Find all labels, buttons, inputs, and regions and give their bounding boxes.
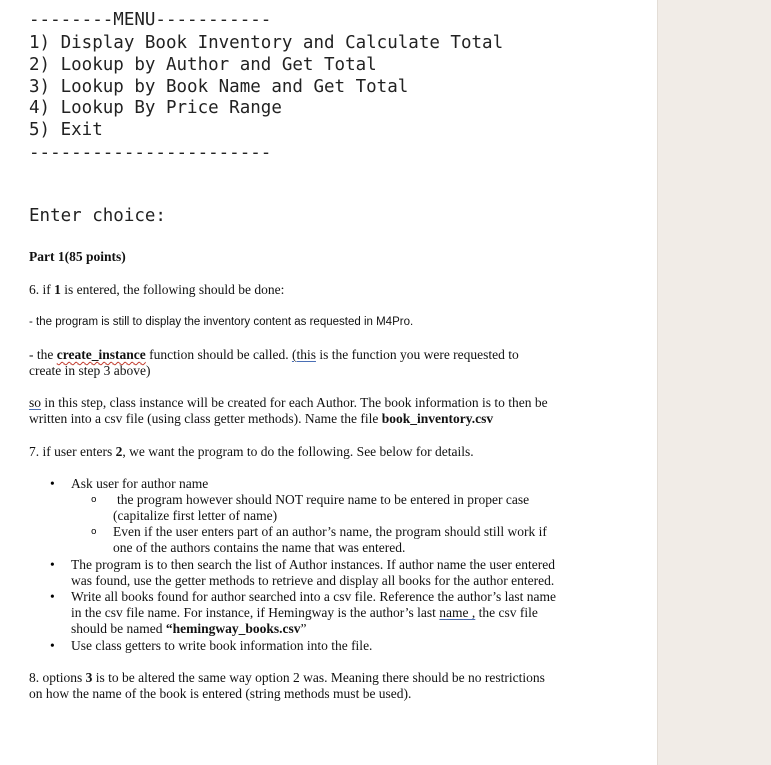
bullet-search-authors: The program is to then search the list of Author instances. If author name the user entered was found, use the getter methods to retrieve and display all books for the author entered. [71, 557, 555, 588]
bullet-class-getters: Use class getters to write book information into the file. [71, 638, 373, 653]
create-instance-term: create_instance [56, 347, 146, 362]
filename-book-inventory: book_inventory.csv [381, 411, 494, 426]
menu-item-4: 4) Lookup By Price Range [29, 98, 282, 118]
bullet-write-csv: Write all books found for author searched into a csv file. Reference the author’s last name in the csv file name. For instance, if Hemingway is the author’s last name , the csv file should be named “hemingway_books.csv” [71, 589, 557, 636]
step-6: 6. if 1 is entered, the following should be done: [29, 282, 285, 297]
so-paragraph: so in this step, class instance will be created for each Author. The book information is to then be written into a csv file (using class getter methods). Name the file book_inventory.csv [29, 395, 548, 426]
sub-bullet-case: the program however should NOT require name to be entered in proper case (capitalize first letter of name) [113, 492, 530, 523]
step-8: 8. options 3 is to be altered the same way option 2 was. Meaning there should be no restrictions on how the name of the book is entered (string methods must be used). [29, 670, 545, 701]
enter-choice-prompt: Enter choice: [29, 206, 166, 226]
menu-footer: ----------------------- [29, 143, 272, 163]
bullet-icon: • [50, 638, 55, 653]
m4pro-line: - the program is still to display the inventory content as requested in M4Pro. [29, 316, 414, 328]
bullet-ask-author: Ask user for author name [71, 476, 209, 491]
window-side-panel [657, 0, 771, 765]
menu-item-2: 2) Lookup by Author and Get Total [29, 55, 377, 75]
menu-item-5: 5) Exit [29, 120, 103, 140]
step-7: 7. if user enters 2, we want the program to do the following. See below for details. [29, 444, 474, 459]
bullet-icon: • [50, 589, 55, 604]
bullet-icon: • [50, 557, 55, 572]
circle-bullet-icon: o [91, 495, 97, 505]
bullet-icon: • [50, 476, 55, 491]
create-instance-paragraph: - the create_instance function should be called. (this is the function you were requested to create in step 3 above) [29, 347, 519, 378]
menu-header: --------MENU----------- [29, 10, 272, 30]
sub-bullet-partial-name: Even if the user enters part of an author’s name, the program should still work if one of the authors contains the name that was entered. [113, 524, 547, 555]
circle-bullet-icon: o [91, 527, 97, 537]
filename-hemingway-books: “hemingway_books.csv [165, 621, 301, 636]
menu-item-1: 1) Display Book Inventory and Calculate Total [29, 33, 504, 53]
menu-item-3: 3) Lookup by Book Name and Get Total [29, 77, 409, 97]
part-title: Part 1(85 points) [29, 249, 126, 264]
